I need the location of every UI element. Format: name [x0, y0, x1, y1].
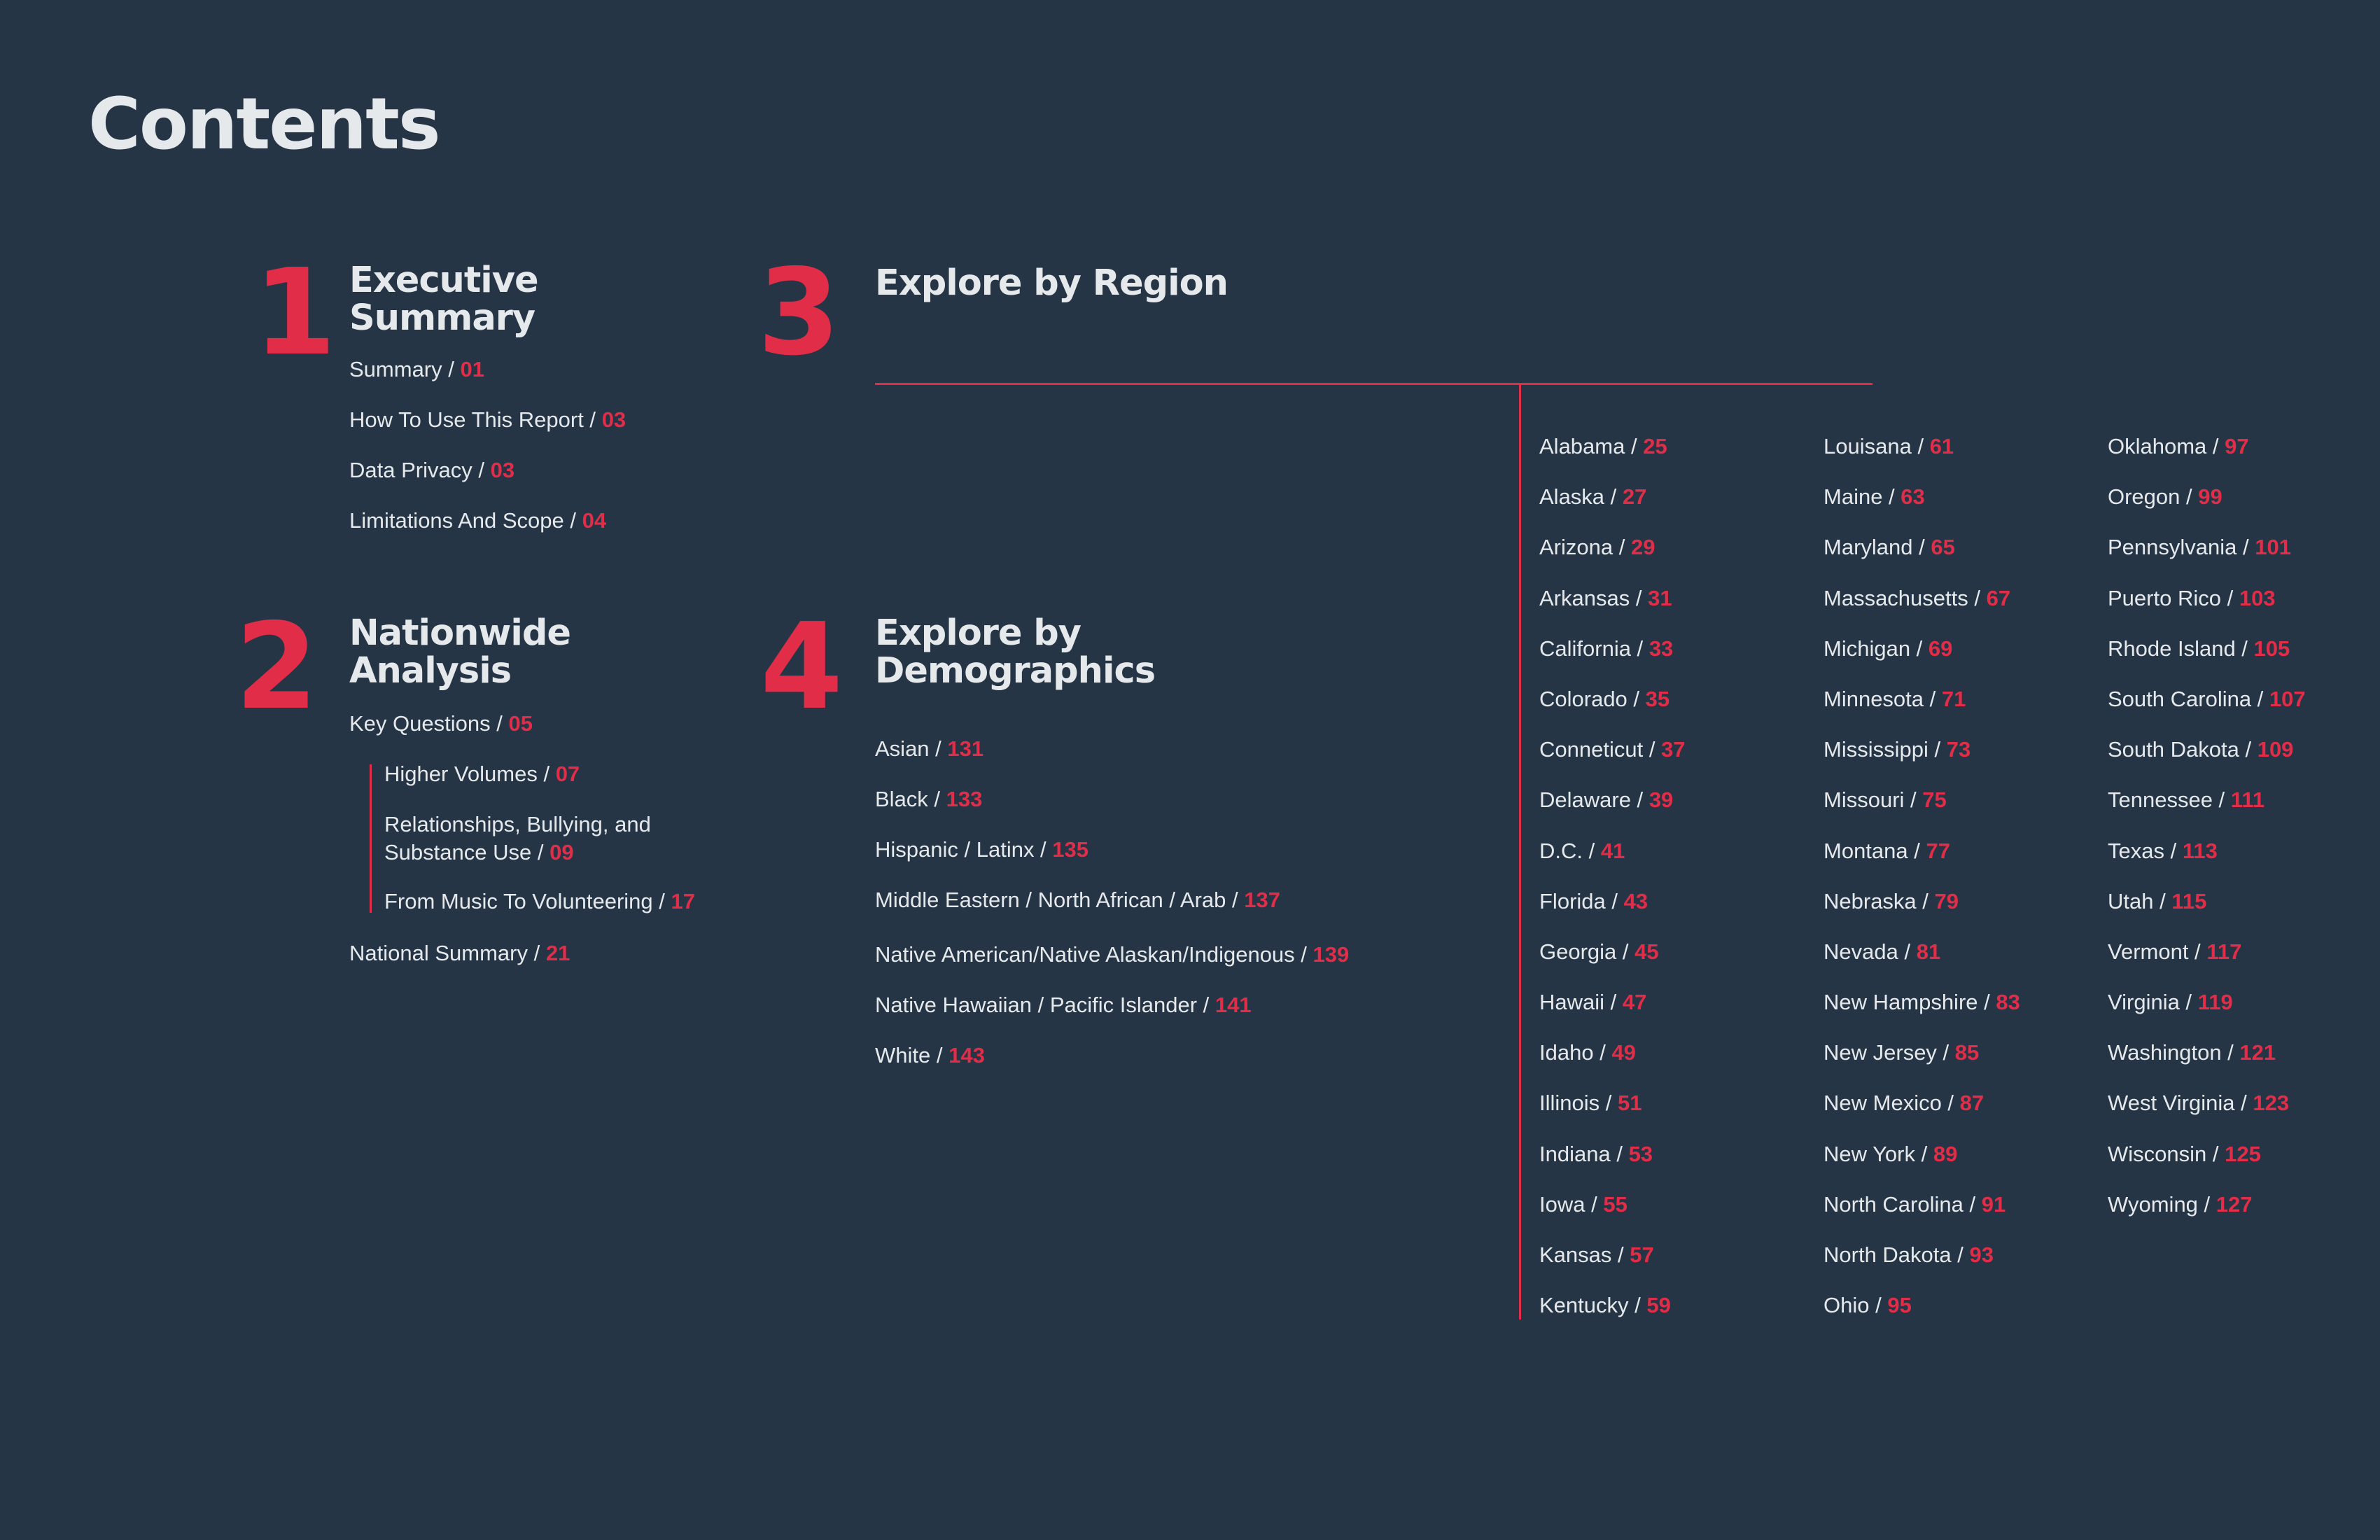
state-label: Arizona / [1539, 535, 1625, 560]
state-page: 33 [1648, 636, 1674, 661]
toc-item-page: 21 [545, 941, 570, 965]
state-item[interactable] [1539, 433, 1686, 483]
state-label: Michigan / [1823, 636, 1923, 661]
state-page: 115 [2171, 888, 2207, 913]
state-page: 71 [1941, 686, 1966, 711]
state-item[interactable] [2108, 1089, 2306, 1140]
state-label: Virginia / [2108, 990, 2192, 1015]
state-label: Alabama / [1539, 434, 1637, 458]
state-label: Washington / [2108, 1040, 2234, 1065]
toc-item-page: 131 [947, 736, 984, 761]
state-page: 77 [1926, 838, 1950, 863]
state-page: 87 [1959, 1091, 1984, 1116]
section-title-nationwide-analysis[interactable] [349, 612, 570, 692]
state-page: 89 [1933, 1141, 1958, 1166]
state-item[interactable] [1539, 483, 1686, 533]
toc-item-label: Data Privacy / [349, 458, 484, 482]
state-page: 109 [2257, 737, 2294, 762]
toc-item[interactable] [349, 456, 514, 484]
state-page: 79 [1934, 888, 1959, 913]
toc-item-page: 03 [490, 458, 515, 482]
state-item[interactable] [1823, 988, 2020, 1039]
state-page: 55 [1603, 1191, 1628, 1217]
toc-item-page: 133 [946, 787, 983, 811]
state-item[interactable] [1823, 1140, 2020, 1191]
toc-item-label: Black / [875, 787, 941, 811]
state-page: 125 [2225, 1141, 2261, 1166]
state-label: Massachusetts / [1823, 585, 1980, 610]
state-label: Tennessee / [2108, 788, 2225, 813]
state-label: South Dakota / [2108, 737, 2252, 762]
state-page: 127 [2216, 1191, 2253, 1217]
toc-item-page: 07 [555, 762, 580, 786]
state-item[interactable] [1823, 1241, 2020, 1292]
toc-item-page: 05 [508, 711, 533, 736]
state-item[interactable] [2108, 1039, 2306, 1089]
state-label: Wisconsin / [2108, 1141, 2219, 1166]
state-label: North Carolina / [1823, 1191, 1976, 1217]
state-item[interactable] [1539, 1292, 1686, 1342]
state-item[interactable] [1823, 888, 2020, 938]
state-page: 113 [2182, 838, 2218, 863]
state-label: Florida / [1539, 888, 1618, 913]
state-column-3 [2108, 433, 2306, 1241]
state-item[interactable] [2108, 1140, 2306, 1191]
toc-item[interactable] [875, 785, 982, 813]
toc-item-label: Relationships, Bullying, and Substance Use / [384, 812, 651, 864]
state-label: Utah / [2108, 888, 2166, 913]
state-column-1 [1539, 433, 1686, 1342]
state-label: Texas / [2108, 838, 2177, 863]
state-item[interactable] [1823, 1039, 2020, 1089]
state-label: Maine / [1823, 484, 1895, 510]
state-page: 25 [1643, 434, 1667, 458]
state-item[interactable] [1539, 988, 1686, 1039]
state-label: Nebraska / [1823, 888, 1928, 913]
state-item[interactable] [1823, 483, 2020, 533]
region-connector-vertical [1519, 383, 1521, 1320]
toc-item[interactable] [349, 406, 626, 434]
state-label: Hawaii / [1539, 990, 1617, 1015]
state-item[interactable] [1539, 938, 1686, 988]
toc-item-page: 143 [948, 1043, 985, 1068]
state-page: 69 [1928, 636, 1953, 661]
state-page: 105 [2253, 636, 2290, 661]
state-item[interactable] [2108, 736, 2306, 786]
state-page: 37 [1661, 737, 1686, 762]
state-page: 67 [1986, 585, 2011, 610]
state-item[interactable] [1823, 1292, 2020, 1342]
state-label: New Mexico / [1823, 1091, 1954, 1116]
state-page: 111 [2230, 788, 2265, 813]
section-title-line: Demographics [875, 650, 1156, 692]
state-label: Delaware / [1539, 788, 1644, 813]
toc-item-label: Asian / [875, 736, 941, 761]
state-page: 65 [1931, 535, 1955, 560]
state-label: Missouri / [1823, 788, 1917, 813]
state-label: Georgia / [1539, 939, 1629, 964]
toc-item-label: White / [875, 1043, 943, 1068]
section-title-line: Analysis [349, 650, 512, 692]
state-label: Rhode Island / [2108, 636, 2248, 661]
toc-item[interactable] [875, 991, 1252, 1019]
state-item[interactable] [2108, 635, 2306, 685]
toc-item[interactable] [875, 1042, 985, 1070]
toc-item[interactable] [875, 886, 1280, 914]
state-page: 29 [1630, 535, 1656, 560]
state-page: 121 [2239, 1040, 2276, 1065]
section-number-4: 4 [760, 598, 844, 736]
state-item[interactable] [1539, 786, 1686, 836]
state-label: New Jersey / [1823, 1040, 1949, 1065]
state-item[interactable] [1823, 837, 2020, 888]
state-item[interactable] [1823, 584, 2020, 635]
toc-item-page: 135 [1052, 837, 1089, 862]
toc-item-label: How To Use This Report / [349, 407, 596, 432]
section-number-3: 3 [757, 244, 841, 382]
state-item[interactable] [2108, 685, 2306, 736]
section-title-line: Explore by [875, 612, 1082, 654]
state-item[interactable] [1823, 786, 2020, 836]
state-page: 117 [2206, 939, 2242, 964]
section-title-explore-by-demographics[interactable] [875, 612, 1156, 692]
state-label: Alaska / [1539, 484, 1617, 510]
state-label: New Hampshire / [1823, 990, 1990, 1015]
state-label: Conneticut / [1539, 737, 1656, 762]
toc-item[interactable] [349, 356, 484, 384]
state-label: Maryland / [1823, 535, 1925, 560]
toc-item-label: Hispanic / Latinx / [875, 837, 1046, 862]
state-column-2 [1823, 433, 2020, 1342]
state-page: 83 [1996, 990, 2020, 1015]
state-item[interactable] [1823, 533, 2020, 584]
state-label: D.C. / [1539, 838, 1595, 863]
state-page: 39 [1648, 788, 1674, 813]
state-item[interactable] [1539, 1039, 1686, 1089]
page-title: Contents [88, 83, 440, 166]
state-label: Mississippi / [1823, 737, 1941, 762]
toc-item-page: 09 [550, 840, 574, 864]
state-page: 123 [2253, 1091, 2290, 1116]
state-item[interactable] [1539, 635, 1686, 685]
section-title-executive-summary[interactable] [349, 262, 538, 337]
toc-item-label: Summary / [349, 357, 454, 382]
state-label: Kansas / [1539, 1242, 1624, 1267]
state-item[interactable] [1539, 1191, 1686, 1241]
state-item[interactable] [2108, 584, 2306, 635]
state-page: 107 [2269, 686, 2306, 711]
state-page: 63 [1900, 484, 1925, 510]
state-label: Vermont / [2108, 939, 2201, 964]
state-label: Pennsylvania / [2108, 535, 2249, 560]
state-page: 85 [1954, 1040, 1980, 1065]
state-item[interactable] [2108, 433, 2306, 483]
state-label: Indiana / [1539, 1141, 1623, 1166]
state-label: Iowa / [1539, 1191, 1597, 1217]
state-page: 101 [2255, 535, 2291, 560]
state-label: North Dakota / [1823, 1242, 1963, 1267]
state-item[interactable] [1539, 685, 1686, 736]
toc-item-label: Higher Volumes / [384, 762, 550, 786]
section-title-line: Nationwide [349, 612, 570, 654]
state-item[interactable] [1539, 584, 1686, 635]
state-item[interactable] [1823, 685, 2020, 736]
state-item[interactable] [1539, 1089, 1686, 1140]
section-number-1: 1 [253, 244, 337, 382]
state-label: Illinois / [1539, 1091, 1612, 1116]
toc-item-page: 03 [601, 407, 626, 432]
state-page: 31 [1648, 585, 1672, 610]
state-label: Ohio / [1823, 1293, 1882, 1318]
toc-item[interactable] [875, 735, 983, 763]
state-label: Puerto Rico / [2108, 585, 2234, 610]
state-page: 81 [1916, 939, 1941, 964]
state-label: Oklahoma / [2108, 434, 2219, 458]
state-label: Minnesota / [1823, 686, 1936, 711]
state-label: Idaho / [1539, 1040, 1606, 1065]
state-page: 45 [1634, 939, 1659, 964]
toc-item-label: Limitations And Scope / [349, 508, 576, 533]
toc-item[interactable] [875, 836, 1088, 864]
state-page: 95 [1887, 1293, 1912, 1318]
toc-item-label: From Music To Volunteering / [384, 889, 665, 913]
state-item[interactable] [2108, 786, 2306, 836]
toc-item-label: Middle Eastern / North African / Arab / [875, 888, 1238, 912]
section-title-explore-by-region[interactable] [875, 262, 1228, 304]
toc-item-page: 137 [1244, 888, 1280, 912]
state-label: California / [1539, 636, 1644, 661]
state-label: Arkansas / [1539, 585, 1642, 610]
state-item[interactable] [1823, 433, 2020, 483]
state-page: 43 [1623, 888, 1648, 913]
state-label: Colorado / [1539, 686, 1640, 711]
section-number-2: 2 [235, 598, 318, 736]
state-item[interactable] [2108, 938, 2306, 988]
toc-subitem[interactable] [384, 811, 706, 867]
state-label: Louisana / [1823, 434, 1924, 458]
state-page: 53 [1628, 1141, 1653, 1166]
toc-item-page: 139 [1312, 942, 1350, 967]
state-page: 99 [2198, 484, 2222, 510]
state-item[interactable] [2108, 837, 2306, 888]
subsection-divider [370, 764, 372, 913]
state-item[interactable] [2108, 988, 2306, 1039]
section-title-line: Summary [349, 297, 536, 339]
toc-subitem[interactable] [384, 888, 695, 916]
state-item[interactable] [1539, 888, 1686, 938]
toc-subitem[interactable] [384, 760, 580, 788]
state-page: 41 [1600, 838, 1625, 863]
state-page: 91 [1981, 1191, 2006, 1217]
section-title-line: Explore by Region [875, 262, 1228, 304]
state-label: West Virginia / [2108, 1091, 2247, 1116]
state-item[interactable] [1823, 1191, 2020, 1241]
state-page: 93 [1969, 1242, 1994, 1267]
state-page: 59 [1646, 1293, 1671, 1318]
state-item[interactable] [1539, 1140, 1686, 1191]
state-label: Wyoming / [2108, 1191, 2211, 1217]
state-page: 47 [1622, 990, 1647, 1015]
state-item[interactable] [2108, 1191, 2306, 1241]
toc-item[interactable] [349, 939, 570, 967]
state-page: 49 [1611, 1040, 1636, 1065]
toc-item[interactable] [349, 507, 606, 535]
state-item[interactable] [1539, 736, 1686, 786]
state-item[interactable] [2108, 533, 2306, 584]
toc-item[interactable] [875, 941, 1349, 969]
region-connector-horizontal [875, 383, 1872, 385]
state-label: New York / [1823, 1141, 1928, 1166]
state-label: South Carolina / [2108, 686, 2264, 711]
state-item[interactable] [1823, 938, 2020, 988]
state-label: Oregon / [2108, 484, 2192, 510]
toc-item-label: Native American/Native Alaskan/Indigenous / [875, 942, 1307, 967]
state-item[interactable] [1539, 837, 1686, 888]
state-item[interactable] [2108, 483, 2306, 533]
state-page: 61 [1929, 434, 1954, 458]
toc-item-label: National Summary / [349, 941, 540, 965]
state-item[interactable] [1539, 1241, 1686, 1292]
state-item[interactable] [1823, 736, 2020, 786]
state-item[interactable] [1823, 635, 2020, 685]
toc-item-page: 141 [1214, 993, 1252, 1017]
state-label: Kentucky / [1539, 1293, 1641, 1318]
state-item[interactable] [1539, 533, 1686, 584]
toc-item-page: 04 [582, 508, 607, 533]
state-page: 51 [1618, 1091, 1642, 1116]
state-page: 73 [1946, 737, 1971, 762]
state-item[interactable] [2108, 888, 2306, 938]
state-page: 103 [2239, 585, 2276, 610]
toc-item[interactable] [349, 710, 533, 738]
toc-item-page: 01 [460, 357, 484, 382]
state-item[interactable] [1823, 1089, 2020, 1140]
toc-item-label: Key Questions / [349, 711, 503, 736]
state-label: Nevada / [1823, 939, 1911, 964]
state-page: 75 [1922, 788, 1947, 813]
state-page: 97 [2225, 434, 2249, 458]
state-page: 119 [2197, 990, 2233, 1015]
toc-item-page: 17 [671, 889, 695, 913]
state-page: 27 [1622, 484, 1647, 510]
state-label: Montana / [1823, 838, 1920, 863]
state-page: 35 [1645, 686, 1670, 711]
state-page: 57 [1630, 1242, 1654, 1267]
toc-item-label: Native Hawaiian / Pacific Islander / [875, 993, 1210, 1017]
section-title-line: Executive [349, 260, 538, 301]
